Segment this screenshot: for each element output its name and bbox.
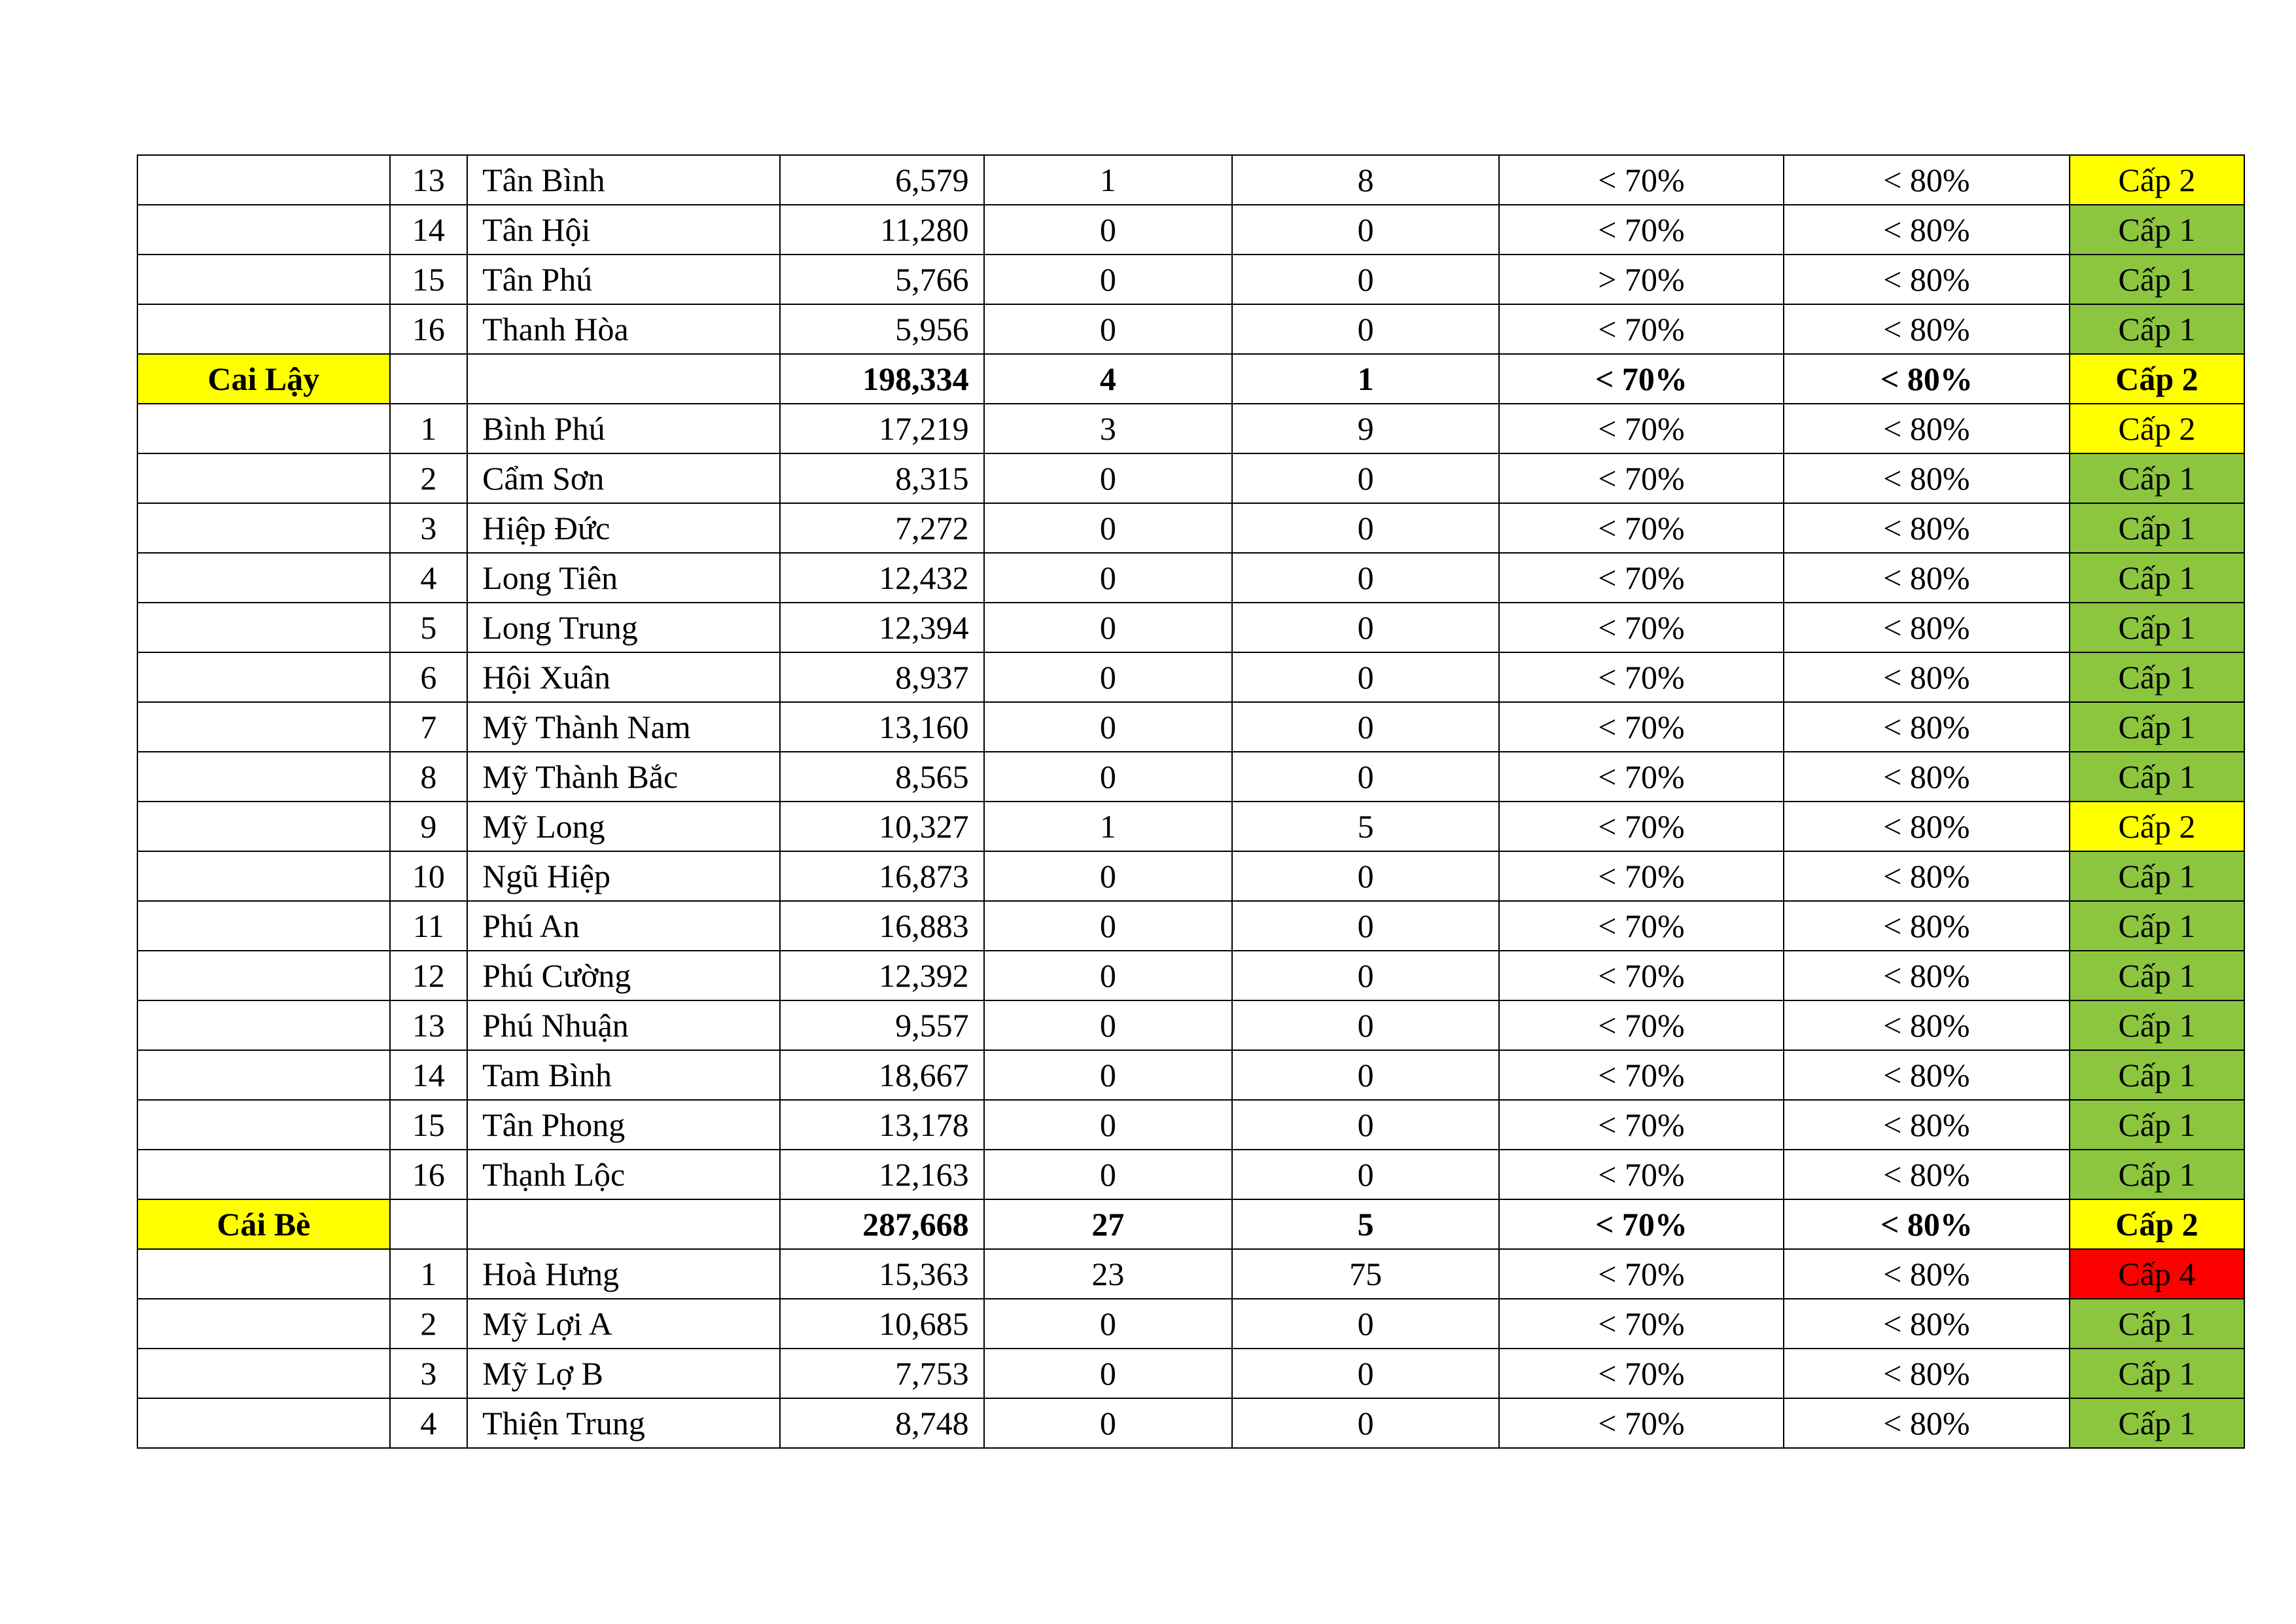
value-a-cell: 0 <box>984 901 1233 951</box>
risk-level-cell: Cấp 2 <box>2070 802 2244 851</box>
rate-d-cell: < 80% <box>1784 1249 2070 1299</box>
rate-c-cell: < 70% <box>1499 155 1784 205</box>
table-row <box>137 255 2244 304</box>
rate-c-cell: < 70% <box>1499 1349 1784 1398</box>
row-number-cell: 7 <box>390 702 468 752</box>
value-b-cell: 0 <box>1232 1100 1499 1150</box>
risk-level-cell: Cấp 1 <box>2070 255 2244 304</box>
table-row <box>137 951 2244 1000</box>
population-cell: 9,557 <box>780 1000 983 1050</box>
risk-level-cell: Cấp 1 <box>2070 851 2244 901</box>
rate-d-cell: < 80% <box>1784 1050 2070 1100</box>
value-a-cell: 0 <box>984 652 1233 702</box>
risk-level-cell: Cấp 1 <box>2070 1299 2244 1349</box>
value-b-cell: 0 <box>1232 1150 1499 1199</box>
rate-c-cell: < 70% <box>1499 1199 1784 1249</box>
table-row <box>137 901 2244 951</box>
rate-d-cell: < 80% <box>1784 503 2070 553</box>
risk-level-cell: Cấp 2 <box>2070 354 2244 404</box>
value-b-cell: 0 <box>1232 702 1499 752</box>
table-row <box>137 1299 2244 1349</box>
population-cell: 17,219 <box>780 404 983 453</box>
table-row <box>137 453 2244 503</box>
district-cell <box>137 603 390 652</box>
table-body <box>137 155 2244 1448</box>
commune-name-cell <box>467 354 780 404</box>
rate-c-cell: < 70% <box>1499 1050 1784 1100</box>
value-a-cell: 0 <box>984 752 1233 802</box>
row-number-cell: 3 <box>390 1349 468 1398</box>
rate-c-cell: < 70% <box>1499 354 1784 404</box>
row-number-cell: 16 <box>390 304 468 354</box>
district-cell <box>137 1398 390 1448</box>
rate-c-cell: < 70% <box>1499 404 1784 453</box>
rate-c-cell: < 70% <box>1499 1249 1784 1299</box>
risk-level-cell: Cấp 1 <box>2070 603 2244 652</box>
row-number-cell: 1 <box>390 404 468 453</box>
table-row <box>137 752 2244 802</box>
district-cell <box>137 851 390 901</box>
rate-c-cell: < 70% <box>1499 1150 1784 1199</box>
district-cell <box>137 205 390 255</box>
commune-name-cell: Tam Bình <box>467 1050 780 1100</box>
value-b-cell: 0 <box>1232 553 1499 603</box>
population-cell: 287,668 <box>780 1199 983 1249</box>
district-cell <box>137 1150 390 1199</box>
value-b-cell: 0 <box>1232 1349 1499 1398</box>
district-cell <box>137 1050 390 1100</box>
value-a-cell: 3 <box>984 404 1233 453</box>
commune-name-cell: Cẩm Sơn <box>467 453 780 503</box>
value-b-cell: 5 <box>1232 1199 1499 1249</box>
population-cell: 12,432 <box>780 553 983 603</box>
table-row <box>137 404 2244 453</box>
rate-c-cell: < 70% <box>1499 702 1784 752</box>
row-number-cell: 3 <box>390 503 468 553</box>
rate-d-cell: < 80% <box>1784 752 2070 802</box>
district-cell <box>137 503 390 553</box>
rate-d-cell: < 80% <box>1784 1299 2070 1349</box>
value-a-cell: 0 <box>984 1150 1233 1199</box>
commune-name-cell: Mỹ Lợ B <box>467 1349 780 1398</box>
value-b-cell: 0 <box>1232 255 1499 304</box>
value-a-cell: 4 <box>984 354 1233 404</box>
rate-d-cell: < 80% <box>1784 1199 2070 1249</box>
population-cell: 12,394 <box>780 603 983 652</box>
commune-name-cell: Thanh Hòa <box>467 304 780 354</box>
table-row <box>137 603 2244 652</box>
rate-c-cell: < 70% <box>1499 1000 1784 1050</box>
risk-level-cell: Cấp 2 <box>2070 404 2244 453</box>
commune-name-cell: Hoà Hưng <box>467 1249 780 1299</box>
risk-level-cell: Cấp 1 <box>2070 453 2244 503</box>
district-cell: Cai Lậy <box>137 354 390 404</box>
commune-risk-table <box>137 154 2245 1449</box>
rate-d-cell: < 80% <box>1784 255 2070 304</box>
commune-name-cell: Phú Cường <box>467 951 780 1000</box>
value-b-cell: 0 <box>1232 1000 1499 1050</box>
rate-d-cell: < 80% <box>1784 1100 2070 1150</box>
rate-d-cell: < 80% <box>1784 304 2070 354</box>
district-cell <box>137 453 390 503</box>
commune-name-cell: Tân Phú <box>467 255 780 304</box>
population-cell: 198,334 <box>780 354 983 404</box>
table-row <box>137 1398 2244 1448</box>
value-b-cell: 0 <box>1232 304 1499 354</box>
row-number-cell: 1 <box>390 1249 468 1299</box>
table-row <box>137 205 2244 255</box>
value-b-cell: 0 <box>1232 752 1499 802</box>
district-cell <box>137 802 390 851</box>
value-b-cell: 8 <box>1232 155 1499 205</box>
risk-level-cell: Cấp 4 <box>2070 1249 2244 1299</box>
rate-c-cell: < 70% <box>1499 503 1784 553</box>
risk-level-cell: Cấp 1 <box>2070 1349 2244 1398</box>
risk-level-cell: Cấp 1 <box>2070 1150 2244 1199</box>
row-number-cell: 6 <box>390 652 468 702</box>
value-b-cell: 1 <box>1232 354 1499 404</box>
commune-name-cell: Bình Phú <box>467 404 780 453</box>
table-row <box>137 1050 2244 1100</box>
row-number-cell: 8 <box>390 752 468 802</box>
population-cell: 8,748 <box>780 1398 983 1448</box>
rate-d-cell: < 80% <box>1784 901 2070 951</box>
rate-c-cell: < 70% <box>1499 951 1784 1000</box>
commune-name-cell: Ngũ Hiệp <box>467 851 780 901</box>
value-a-cell: 0 <box>984 1349 1233 1398</box>
district-summary-row <box>137 354 2244 404</box>
district-cell <box>137 255 390 304</box>
table-row <box>137 553 2244 603</box>
district-cell <box>137 155 390 205</box>
rate-c-cell: < 70% <box>1499 205 1784 255</box>
risk-level-cell: Cấp 1 <box>2070 702 2244 752</box>
population-cell: 7,272 <box>780 503 983 553</box>
rate-d-cell: < 80% <box>1784 155 2070 205</box>
commune-name-cell <box>467 1199 780 1249</box>
value-b-cell: 75 <box>1232 1249 1499 1299</box>
rate-d-cell: < 80% <box>1784 354 2070 404</box>
commune-name-cell: Hội Xuân <box>467 652 780 702</box>
value-a-cell: 0 <box>984 503 1233 553</box>
rate-c-cell: < 70% <box>1499 901 1784 951</box>
population-cell: 18,667 <box>780 1050 983 1100</box>
value-a-cell: 0 <box>984 1050 1233 1100</box>
value-b-cell: 0 <box>1232 205 1499 255</box>
commune-name-cell: Mỹ Long <box>467 802 780 851</box>
population-cell: 15,363 <box>780 1249 983 1299</box>
value-a-cell: 23 <box>984 1249 1233 1299</box>
value-a-cell: 1 <box>984 802 1233 851</box>
risk-level-cell: Cấp 1 <box>2070 205 2244 255</box>
risk-level-cell: Cấp 1 <box>2070 752 2244 802</box>
district-cell <box>137 901 390 951</box>
rate-c-cell: < 70% <box>1499 1299 1784 1349</box>
commune-name-cell: Tân Phong <box>467 1100 780 1150</box>
table-row <box>137 1100 2244 1150</box>
value-a-cell: 0 <box>984 1398 1233 1448</box>
population-cell: 13,178 <box>780 1100 983 1150</box>
risk-level-cell: Cấp 1 <box>2070 553 2244 603</box>
value-a-cell: 0 <box>984 1100 1233 1150</box>
row-number-cell: 12 <box>390 951 468 1000</box>
rate-c-cell: < 70% <box>1499 802 1784 851</box>
population-cell: 13,160 <box>780 702 983 752</box>
district-cell <box>137 1249 390 1299</box>
commune-name-cell: Thiện Trung <box>467 1398 780 1448</box>
rate-c-cell: < 70% <box>1499 453 1784 503</box>
rate-c-cell: < 70% <box>1499 304 1784 354</box>
risk-level-cell: Cấp 1 <box>2070 503 2244 553</box>
value-a-cell: 0 <box>984 1299 1233 1349</box>
risk-level-cell: Cấp 1 <box>2070 901 2244 951</box>
rate-d-cell: < 80% <box>1784 1349 2070 1398</box>
district-cell <box>137 404 390 453</box>
value-a-cell: 0 <box>984 453 1233 503</box>
table-row <box>137 1000 2244 1050</box>
district-cell <box>137 1000 390 1050</box>
commune-name-cell: Mỹ Lợi A <box>467 1299 780 1349</box>
risk-level-cell: Cấp 1 <box>2070 1000 2244 1050</box>
district-cell <box>137 652 390 702</box>
table-row <box>137 802 2244 851</box>
population-cell: 10,327 <box>780 802 983 851</box>
population-cell: 5,956 <box>780 304 983 354</box>
value-b-cell: 0 <box>1232 951 1499 1000</box>
value-a-cell: 0 <box>984 951 1233 1000</box>
value-a-cell: 0 <box>984 851 1233 901</box>
value-a-cell: 0 <box>984 205 1233 255</box>
row-number-cell: 4 <box>390 553 468 603</box>
risk-level-cell: Cấp 1 <box>2070 1050 2244 1100</box>
rate-d-cell: < 80% <box>1784 851 2070 901</box>
rate-c-cell: > 70% <box>1499 255 1784 304</box>
risk-level-cell: Cấp 1 <box>2070 951 2244 1000</box>
value-b-cell: 0 <box>1232 901 1499 951</box>
rate-d-cell: < 80% <box>1784 1150 2070 1199</box>
population-cell: 6,579 <box>780 155 983 205</box>
table-row <box>137 851 2244 901</box>
district-cell <box>137 304 390 354</box>
rate-c-cell: < 70% <box>1499 553 1784 603</box>
rate-c-cell: < 70% <box>1499 1398 1784 1448</box>
population-cell: 8,937 <box>780 652 983 702</box>
table-row <box>137 304 2244 354</box>
commune-name-cell: Tân Bình <box>467 155 780 205</box>
value-b-cell: 0 <box>1232 503 1499 553</box>
row-number-cell: 13 <box>390 155 468 205</box>
value-b-cell: 0 <box>1232 603 1499 652</box>
district-cell <box>137 553 390 603</box>
value-b-cell: 0 <box>1232 453 1499 503</box>
commune-name-cell: Tân Hội <box>467 205 780 255</box>
table-row <box>137 652 2244 702</box>
commune-name-cell: Hiệp Đức <box>467 503 780 553</box>
value-a-cell: 1 <box>984 155 1233 205</box>
district-cell <box>137 1100 390 1150</box>
value-a-cell: 0 <box>984 1000 1233 1050</box>
commune-name-cell: Long Tiên <box>467 553 780 603</box>
commune-name-cell: Phú Nhuận <box>467 1000 780 1050</box>
table-row <box>137 1349 2244 1398</box>
row-number-cell: 16 <box>390 1150 468 1199</box>
row-number-cell: 13 <box>390 1000 468 1050</box>
row-number-cell: 2 <box>390 1299 468 1349</box>
rate-d-cell: < 80% <box>1784 702 2070 752</box>
row-number-cell <box>390 1199 468 1249</box>
risk-level-cell: Cấp 1 <box>2070 652 2244 702</box>
value-a-cell: 0 <box>984 702 1233 752</box>
commune-name-cell: Mỹ Thành Bắc <box>467 752 780 802</box>
district-summary-row <box>137 1199 2244 1249</box>
row-number-cell: 10 <box>390 851 468 901</box>
district-cell <box>137 951 390 1000</box>
table-row <box>137 702 2244 752</box>
commune-name-cell: Thạnh Lộc <box>467 1150 780 1199</box>
rate-d-cell: < 80% <box>1784 951 2070 1000</box>
table-row <box>137 155 2244 205</box>
rate-c-cell: < 70% <box>1499 1100 1784 1150</box>
value-b-cell: 5 <box>1232 802 1499 851</box>
population-cell: 11,280 <box>780 205 983 255</box>
rate-d-cell: < 80% <box>1784 1000 2070 1050</box>
population-cell: 10,685 <box>780 1299 983 1349</box>
rate-d-cell: < 80% <box>1784 1398 2070 1448</box>
risk-level-cell: Cấp 2 <box>2070 155 2244 205</box>
rate-d-cell: < 80% <box>1784 404 2070 453</box>
commune-name-cell: Long Trung <box>467 603 780 652</box>
rate-c-cell: < 70% <box>1499 752 1784 802</box>
population-cell: 12,163 <box>780 1150 983 1199</box>
rate-c-cell: < 70% <box>1499 603 1784 652</box>
risk-level-cell: Cấp 1 <box>2070 1398 2244 1448</box>
risk-level-cell: Cấp 2 <box>2070 1199 2244 1249</box>
row-number-cell: 14 <box>390 1050 468 1100</box>
row-number-cell: 5 <box>390 603 468 652</box>
value-b-cell: 0 <box>1232 652 1499 702</box>
population-cell: 16,883 <box>780 901 983 951</box>
rate-c-cell: < 70% <box>1499 851 1784 901</box>
district-cell <box>137 752 390 802</box>
value-a-cell: 0 <box>984 255 1233 304</box>
row-number-cell <box>390 354 468 404</box>
population-cell: 5,766 <box>780 255 983 304</box>
value-b-cell: 0 <box>1232 1050 1499 1100</box>
value-a-cell: 0 <box>984 603 1233 652</box>
value-a-cell: 0 <box>984 304 1233 354</box>
row-number-cell: 15 <box>390 255 468 304</box>
district-cell <box>137 1349 390 1398</box>
rate-d-cell: < 80% <box>1784 453 2070 503</box>
rate-d-cell: < 80% <box>1784 553 2070 603</box>
commune-name-cell: Phú An <box>467 901 780 951</box>
district-cell <box>137 1299 390 1349</box>
value-b-cell: 0 <box>1232 1299 1499 1349</box>
rate-d-cell: < 80% <box>1784 652 2070 702</box>
table-row <box>137 1150 2244 1199</box>
population-cell: 12,392 <box>780 951 983 1000</box>
row-number-cell: 4 <box>390 1398 468 1448</box>
commune-name-cell: Mỹ Thành Nam <box>467 702 780 752</box>
value-b-cell: 0 <box>1232 1398 1499 1448</box>
risk-level-cell: Cấp 1 <box>2070 304 2244 354</box>
rate-c-cell: < 70% <box>1499 652 1784 702</box>
value-a-cell: 27 <box>984 1199 1233 1249</box>
population-cell: 7,753 <box>780 1349 983 1398</box>
value-b-cell: 0 <box>1232 851 1499 901</box>
population-cell: 8,565 <box>780 752 983 802</box>
row-number-cell: 14 <box>390 205 468 255</box>
table-row <box>137 503 2244 553</box>
rate-d-cell: < 80% <box>1784 603 2070 652</box>
row-number-cell: 2 <box>390 453 468 503</box>
district-cell <box>137 702 390 752</box>
row-number-cell: 15 <box>390 1100 468 1150</box>
row-number-cell: 9 <box>390 802 468 851</box>
table-row <box>137 1249 2244 1299</box>
population-cell: 8,315 <box>780 453 983 503</box>
rate-d-cell: < 80% <box>1784 205 2070 255</box>
risk-level-cell: Cấp 1 <box>2070 1100 2244 1150</box>
district-cell: Cái Bè <box>137 1199 390 1249</box>
rate-d-cell: < 80% <box>1784 802 2070 851</box>
value-a-cell: 0 <box>984 553 1233 603</box>
row-number-cell: 11 <box>390 901 468 951</box>
value-b-cell: 9 <box>1232 404 1499 453</box>
population-cell: 16,873 <box>780 851 983 901</box>
